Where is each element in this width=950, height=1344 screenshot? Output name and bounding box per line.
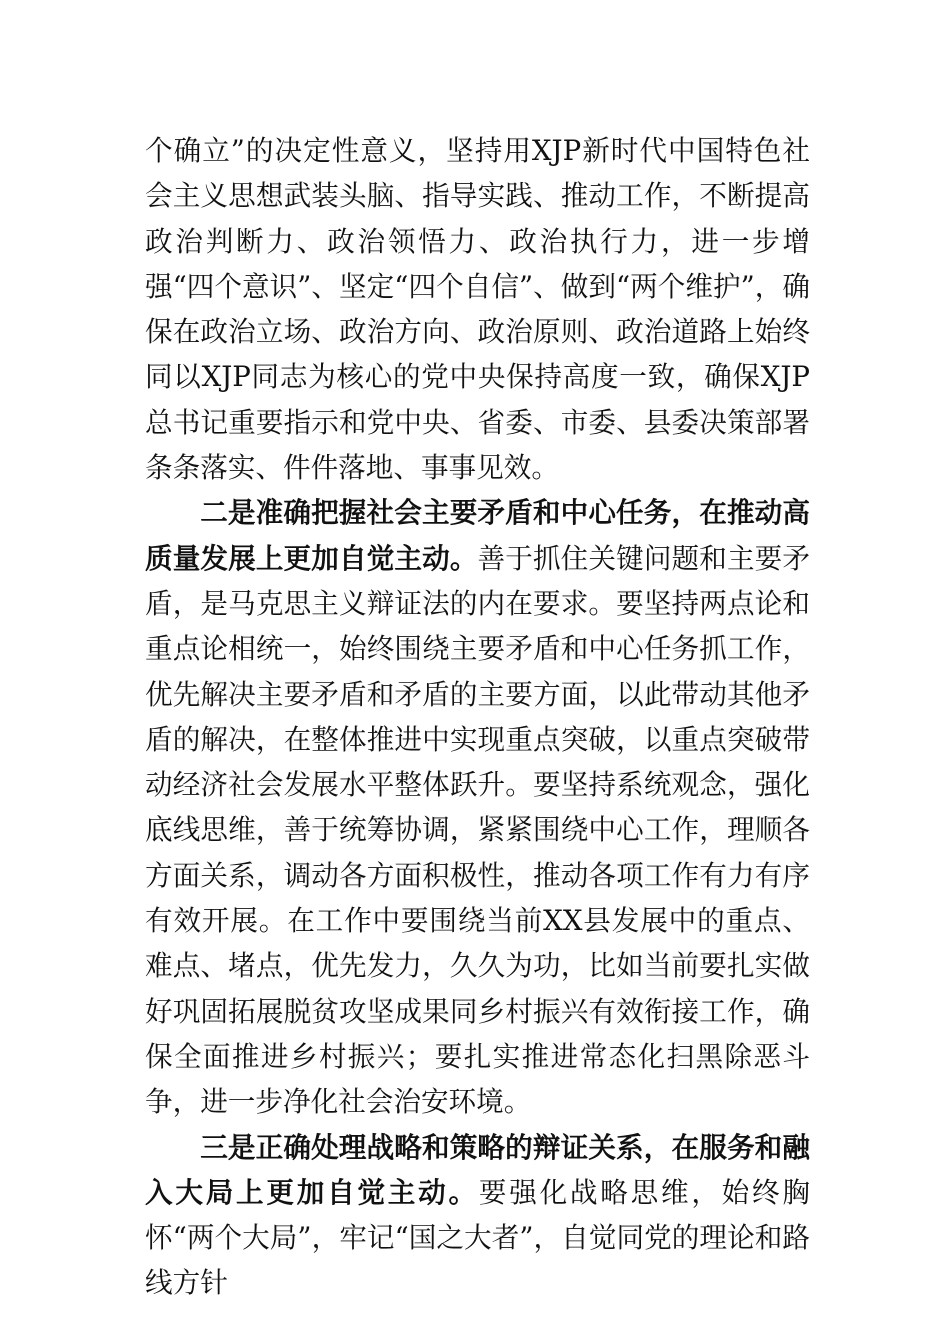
paragraph-point-two [145, 490, 810, 1124]
paragraph-body: 善于抓住关键问题和主要矛盾，是马克思主义辩证法的内在要求。要坚持两点论和重点论相统一，始终围绕主要矛盾和中心任务抓工作，优先解决主要矛盾和矛盾的主要方面，以此带动其他矛盾的解决，在整体推进中实现重点突破，以重点突破带动经济社会发展水平整体跃升。要坚持系统观念，强化底线思维，善于统筹协调，紧紧围绕中心工作，理顺各方面关系，调动各方面积极性，推动各项工作有力有序有效开展。在工作中要围绕当前XX县发展中的重点、难点、堵点，优先发力，久久为功，比如当前要扎实做好巩固拓展脱贫攻坚成果同乡村振兴有效衔接工作，确保全面推进乡村振兴；要扎实推进常态化扫黑除恶斗争，进一步净化社会治安环境。 [145, 541, 810, 1119]
paragraph-continued [145, 128, 810, 490]
document-page [145, 128, 810, 1306]
paragraph-point-three [145, 1125, 810, 1306]
paragraph-heading: 二是准确把握社会主要矛盾和中心任务，在推动高质量发展上更加自觉主动。 [145, 496, 810, 575]
paragraph-heading: 三是正确处理战略和策略的辩证关系，在服务和融入大局上更加自觉主动。 [145, 1130, 810, 1209]
paragraph-body: 个确立”的决定性意义，坚持用XJP新时代中国特色社会主义思想武装头脑、指导实践、推动工作，不断提高政治判断力、政治领悟力、政治执行力，进一步增强“四个意识”、坚定“四个自信”、做到“两个维护”，确保在政治立场、政治方向、政治原则、政治道路上始终同以XJP同志为核心的党中央保持高度一致，确保XJP总书记重要指示和党中央、省委、市委、县委决策部署条条落实、件件落地、事事见效。 [145, 134, 810, 485]
paragraph-body: 要强化战略思维，始终胸怀“两个大局”，牢记“国之大者”，自觉同党的理论和路线方针 [145, 1175, 810, 1300]
